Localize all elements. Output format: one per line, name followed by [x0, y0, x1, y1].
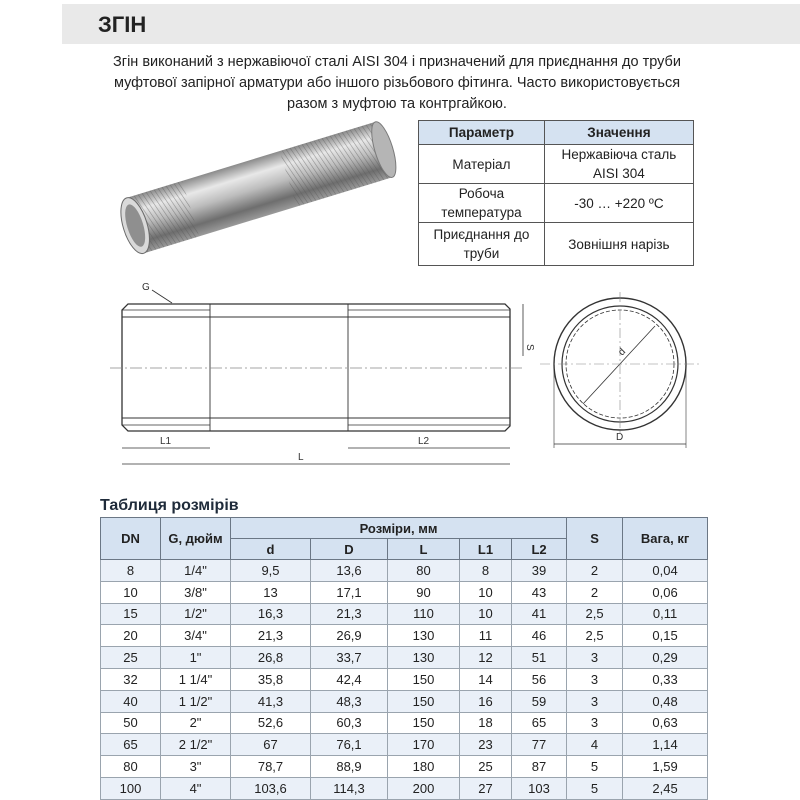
cell-dn: 50	[101, 712, 161, 734]
cell-d: 13	[231, 581, 311, 603]
cell-D: 21,3	[311, 603, 388, 625]
cell-d: 67	[231, 734, 311, 756]
dimensions-title: Таблиця розмірів	[100, 497, 239, 514]
cell-g: 1/2"	[161, 603, 231, 625]
cell-d: 78,7	[231, 756, 311, 778]
cell-L1: 10	[460, 603, 512, 625]
cell-d: 52,6	[231, 712, 311, 734]
cell-dn: 40	[101, 690, 161, 712]
header-L: L	[388, 539, 460, 560]
drawing-label-s: S	[524, 344, 535, 351]
cell-S: 2	[567, 581, 623, 603]
cell-S: 3	[567, 668, 623, 690]
cell-d: 41,3	[231, 690, 311, 712]
header-L2: L2	[512, 539, 567, 560]
param-name: Матеріал	[419, 145, 545, 184]
cell-weight: 1,14	[623, 734, 708, 756]
cell-d: 9,5	[231, 560, 311, 582]
parameters-table	[418, 120, 694, 266]
param-value: Зовнішня нарізь	[544, 223, 693, 266]
param-value: -30 … +220 ºС	[544, 184, 693, 223]
cell-dn: 20	[101, 625, 161, 647]
header-d: d	[231, 539, 311, 560]
cell-L2: 56	[512, 668, 567, 690]
cell-L1: 11	[460, 625, 512, 647]
drawing-label-d-outer: D	[616, 432, 624, 443]
cell-S: 4	[567, 734, 623, 756]
cell-g: 1/4"	[161, 560, 231, 582]
cell-g: 1 1/2"	[161, 690, 231, 712]
title-bar	[62, 4, 800, 44]
cell-L: 90	[388, 581, 460, 603]
cell-S: 3	[567, 690, 623, 712]
param-header-name: Параметр	[419, 121, 545, 145]
cell-dn: 8	[101, 560, 161, 582]
cell-g: 3"	[161, 756, 231, 778]
cell-L: 150	[388, 668, 460, 690]
cell-L2: 77	[512, 734, 567, 756]
cell-L1: 25	[460, 756, 512, 778]
table-row	[101, 581, 708, 603]
cell-D: 17,1	[311, 581, 388, 603]
table-row	[101, 560, 708, 582]
table-row	[101, 647, 708, 669]
cell-S: 2,5	[567, 625, 623, 647]
param-header-value: Значення	[544, 121, 693, 145]
cell-g: 1"	[161, 647, 231, 669]
drawing-label-l: L	[298, 452, 304, 463]
cell-L: 150	[388, 712, 460, 734]
cell-d: 103,6	[231, 777, 311, 799]
cell-L: 130	[388, 647, 460, 669]
cell-L2: 51	[512, 647, 567, 669]
cell-g: 1 1/4"	[161, 668, 231, 690]
drawing-label-d-inner: d	[616, 346, 629, 359]
header-L1: L1	[460, 539, 512, 560]
pipe-photo	[100, 120, 410, 260]
cell-L2: 39	[512, 560, 567, 582]
cell-L1: 23	[460, 734, 512, 756]
cell-weight: 0,29	[623, 647, 708, 669]
cell-weight: 0,63	[623, 712, 708, 734]
cell-D: 88,9	[311, 756, 388, 778]
cell-D: 42,4	[311, 668, 388, 690]
cell-L1: 27	[460, 777, 512, 799]
technical-drawing	[100, 276, 700, 471]
cell-L1: 12	[460, 647, 512, 669]
cell-D: 60,3	[311, 712, 388, 734]
cell-dn: 15	[101, 603, 161, 625]
cell-L2: 59	[512, 690, 567, 712]
cell-L2: 103	[512, 777, 567, 799]
cell-weight: 0,11	[623, 603, 708, 625]
cell-L2: 87	[512, 756, 567, 778]
cell-weight: 0,06	[623, 581, 708, 603]
cell-S: 2,5	[567, 603, 623, 625]
param-name: Приєднання до труби	[419, 223, 545, 266]
cell-dn: 100	[101, 777, 161, 799]
cell-g: 3/8"	[161, 581, 231, 603]
table-row	[101, 734, 708, 756]
cell-L: 200	[388, 777, 460, 799]
header-weight: Вага, кг	[623, 518, 708, 560]
table-row	[101, 690, 708, 712]
cell-L: 150	[388, 690, 460, 712]
header-dn: DN	[101, 518, 161, 560]
cell-dn: 80	[101, 756, 161, 778]
table-row	[101, 625, 708, 647]
intro-text: Згін виконаний з нержавіючої сталі AISI 304 і призначений для приєднання до труби муфтової запірної арматури або іншого різьбового фітинга. Часто використовується разом з муфтою та контргайкою.	[113, 54, 681, 112]
cell-g: 3/4"	[161, 625, 231, 647]
cell-dn: 25	[101, 647, 161, 669]
table-row	[101, 603, 708, 625]
cell-L: 80	[388, 560, 460, 582]
cell-L: 170	[388, 734, 460, 756]
cell-L: 180	[388, 756, 460, 778]
cell-S: 5	[567, 777, 623, 799]
cell-D: 48,3	[311, 690, 388, 712]
cell-L1: 10	[460, 581, 512, 603]
cell-g: 2"	[161, 712, 231, 734]
drawing-label-g: G	[142, 282, 150, 293]
drawing-label-l2: L2	[418, 436, 430, 447]
header-D: D	[311, 539, 388, 560]
drawing-label-l1: L1	[160, 436, 172, 447]
cell-D: 13,6	[311, 560, 388, 582]
cell-L: 110	[388, 603, 460, 625]
cell-weight: 1,59	[623, 756, 708, 778]
cell-L2: 65	[512, 712, 567, 734]
cell-S: 5	[567, 756, 623, 778]
cell-L1: 18	[460, 712, 512, 734]
param-name: Робоча температура	[419, 184, 545, 223]
cell-S: 2	[567, 560, 623, 582]
cell-g: 4"	[161, 777, 231, 799]
header-g: G, дюйм	[161, 518, 231, 560]
cell-dn: 65	[101, 734, 161, 756]
cell-D: 114,3	[311, 777, 388, 799]
cell-L1: 8	[460, 560, 512, 582]
header-S: S	[567, 518, 623, 560]
cell-weight: 0,15	[623, 625, 708, 647]
cell-g: 2 1/2"	[161, 734, 231, 756]
cell-S: 3	[567, 712, 623, 734]
cell-L2: 46	[512, 625, 567, 647]
cell-dn: 32	[101, 668, 161, 690]
cell-L2: 41	[512, 603, 567, 625]
table-row	[101, 668, 708, 690]
cell-d: 26,8	[231, 647, 311, 669]
cell-weight: 0,04	[623, 560, 708, 582]
dimensions-table	[100, 517, 708, 800]
cell-L2: 43	[512, 581, 567, 603]
cell-D: 33,7	[311, 647, 388, 669]
table-row	[101, 712, 708, 734]
param-value: Нержавіюча сталь AISI 304	[544, 145, 693, 184]
cell-dn: 10	[101, 581, 161, 603]
cell-D: 76,1	[311, 734, 388, 756]
page-title: ЗГІН	[98, 12, 147, 37]
cell-S: 3	[567, 647, 623, 669]
cell-d: 35,8	[231, 668, 311, 690]
cell-weight: 2,45	[623, 777, 708, 799]
header-sizes: Розміри, мм	[231, 518, 567, 539]
cell-weight: 0,48	[623, 690, 708, 712]
cell-L1: 16	[460, 690, 512, 712]
cell-D: 26,9	[311, 625, 388, 647]
cell-weight: 0,33	[623, 668, 708, 690]
cell-d: 16,3	[231, 603, 311, 625]
cell-L: 130	[388, 625, 460, 647]
table-row	[101, 777, 708, 799]
table-row	[101, 756, 708, 778]
cell-d: 21,3	[231, 625, 311, 647]
cell-L1: 14	[460, 668, 512, 690]
